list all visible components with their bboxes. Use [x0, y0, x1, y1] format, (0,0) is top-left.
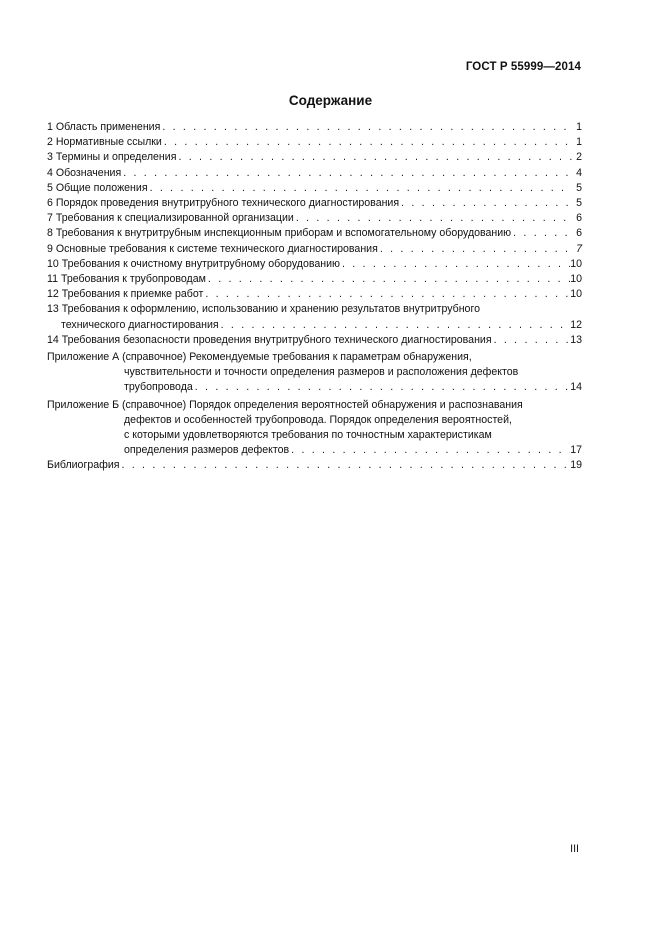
toc-entry-label: 8 Требования к внутритрубным инспекционным приборам и вспомогательному оборудованию — [47, 227, 512, 240]
toc-entry-label-cont: определения размеров дефектов — [124, 444, 290, 457]
toc-page-number: 10 — [570, 257, 582, 270]
toc-entry-label: 14 Требования безопасности проведения внутритрубного технического диагностирования — [47, 333, 492, 346]
toc-page-number: 5 — [576, 197, 582, 210]
toc-title: Содержание — [288, 93, 373, 108]
toc-entry-label: 4 Обозначения — [47, 166, 122, 179]
page-number: III — [570, 843, 579, 855]
dot-leader — [219, 318, 571, 333]
toc-entry-label: 1 Область применения — [47, 121, 161, 133]
toc-entry-appendix-b[interactable] — [47, 398, 582, 459]
toc-entry-bibliography[interactable] — [47, 458, 582, 473]
toc-entry-1[interactable] — [47, 120, 582, 135]
toc-entry-5[interactable] — [47, 181, 582, 196]
toc-entry-3[interactable] — [47, 150, 582, 165]
toc-page-number: 6 — [576, 227, 582, 240]
toc-entry-label: 5 Общие положения — [47, 181, 148, 194]
toc-entry-9[interactable] — [47, 242, 582, 257]
toc-entry-4[interactable] — [47, 166, 582, 181]
toc-entry-6[interactable] — [47, 196, 582, 211]
toc-entry-label: 9 Основные требования к системе технического диагностирования — [47, 242, 378, 255]
toc-page-number: 17 — [570, 444, 582, 457]
toc-entry-label-cont: трубопровода — [124, 381, 193, 394]
toc-entry-label: 10 Требования к очистному внутритрубному оборудованию — [47, 257, 340, 270]
dot-leader — [340, 257, 570, 272]
dot-leader — [193, 380, 570, 395]
toc-entry-label: Приложение А (справочное) Рекомендуемые требования к параметрам обнаружения, — [47, 351, 472, 364]
table-of-contents — [47, 120, 582, 474]
dot-leader — [378, 242, 572, 257]
toc-entry-8[interactable] — [47, 226, 582, 241]
dot-leader — [160, 120, 572, 135]
dot-leader — [206, 272, 570, 287]
toc-entry-12[interactable] — [47, 287, 582, 302]
toc-entry-label: 13 Требования к оформлению, использованию и хранению результатов внутритрубного — [47, 303, 480, 316]
toc-page-number: 1 — [576, 136, 582, 149]
toc-page-number: 10 — [570, 288, 582, 301]
toc-page-number: 5 — [576, 181, 582, 194]
dot-leader — [289, 443, 570, 458]
toc-entry-label: 11 Требования к трубопроводам — [47, 273, 206, 286]
toc-entry-label: 7 Требования к специализированной организации — [47, 212, 294, 225]
dot-leader — [399, 196, 572, 211]
toc-page-number: 6 — [576, 212, 582, 225]
dot-leader — [119, 458, 570, 473]
toc-entry-label-cont: чувствительности и точности определения размеров и расположения дефектов — [124, 366, 519, 379]
toc-entry-label: Библиография — [47, 459, 120, 472]
toc-page-number: 4 — [576, 166, 582, 179]
dot-leader — [148, 181, 572, 196]
document-code: ГОСТ Р 55999—2014 — [465, 61, 581, 73]
toc-entry-11[interactable] — [47, 272, 582, 287]
toc-entry-label: 2 Нормативные ссылки — [47, 136, 162, 149]
dot-leader — [121, 166, 572, 181]
toc-page-number: 1 — [576, 121, 582, 133]
toc-entry-appendix-a[interactable] — [47, 350, 582, 396]
toc-entry-label: 6 Порядок проведения внутритрубного технического диагностирования — [47, 197, 400, 210]
toc-page-number: 19 — [570, 459, 582, 472]
toc-entry-label-cont: технического диагностирования — [61, 318, 219, 331]
toc-entry-label-cont: дефектов и особенностей трубопровода. Порядок определения вероятностей, — [124, 413, 512, 426]
toc-entry-13[interactable] — [47, 302, 582, 332]
toc-entry-14[interactable] — [47, 333, 582, 348]
toc-entry-label: 12 Требования к приемке работ — [47, 288, 204, 301]
toc-page-number: 2 — [576, 151, 582, 164]
toc-entry-10[interactable] — [47, 257, 582, 272]
toc-entry-7[interactable] — [47, 211, 582, 226]
toc-entry-label: 3 Термины и определения — [47, 151, 177, 164]
dot-leader — [294, 211, 572, 226]
toc-page-number: 7 — [576, 242, 582, 255]
toc-page-number: 13 — [570, 333, 582, 346]
dot-leader — [511, 226, 572, 241]
toc-entry-2[interactable] — [47, 135, 582, 150]
dot-leader — [492, 333, 571, 348]
dot-leader — [162, 135, 572, 150]
dot-leader — [203, 287, 570, 302]
toc-entry-label-cont: с которыми удовлетворяются требования по точностным характеристикам — [124, 429, 492, 442]
dot-leader — [176, 150, 572, 165]
toc-page-number: 12 — [570, 318, 582, 331]
toc-page-number: 14 — [570, 381, 582, 394]
toc-entry-label: Приложение Б (справочное) Порядок определения вероятностей обнаружения и распознавания — [47, 398, 523, 411]
toc-page-number: 10 — [570, 273, 582, 286]
